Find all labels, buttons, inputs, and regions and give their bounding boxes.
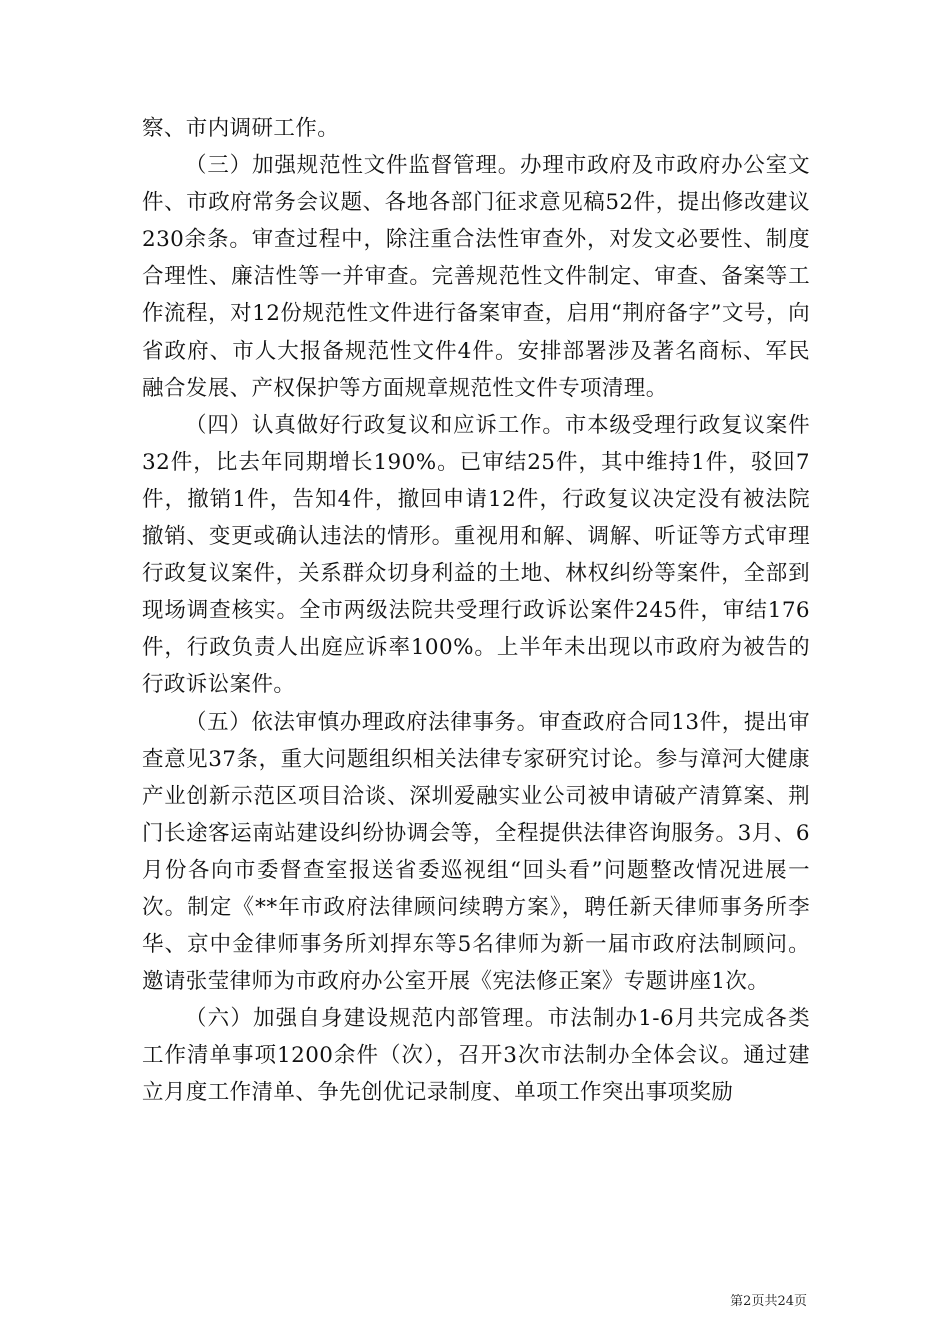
paragraph-section-5: （五）依法审慎办理政府法律事务。审查政府合同13件，提出审查意见37条，重大问题组织相关法律专家研究讨论。参与漳河大健康产业创新示范区项目洽谈、深圳爱融实业公司被申请破产清算案、荆门长途客运南站建设纠纷协调会等，全程提供法律咨询服务。3月、6月份各向市委督查室报送省委巡视组“回头看”问题整改情况进展一次。制定《**年市政府法律顾问续聘方案》，聘任新天律师事务所李华、京中金律师事务所刘捍东等5名律师为新一届市政府法制顾问。邀请张莹律师为市政府办公室开展《宪法修正案》专题讲座1次。 xyxy=(142,709,810,995)
page-number-footer: 第2页共24页 xyxy=(730,1294,807,1309)
document-body xyxy=(142,110,810,1112)
paragraph-section-6: （六）加强自身建设规范内部管理。市法制办1-6月共完成各类工作清单事项1200余件（次），召开3次市法制办全体会议。通过建立月度工作清单、争先创优记录制度、单项工作突出事项奖励 xyxy=(142,1006,810,1106)
paragraph-section-4: （四）认真做好行政复议和应诉工作。市本级受理行政复议案件32件，比去年同期增长190%。已审结25件，其中维持1件，驳回7件，撤销1件，告知4件，撤回申请12件，行政复议决定没有被法院撤销、变更或确认违法的情形。重视用和解、调解、听证等方式审理行政复议案件，关系群众切身利益的土地、林权纠纷等案件，全部到现场调查核实。全市两级法院共受理行政诉讼案件245件，审结176件，行政负责人出庭应诉率100%。上半年未出现以市政府为被告的行政诉讼案件。 xyxy=(142,412,810,698)
paragraph-section-3: （三）加强规范性文件监督管理。办理市政府及市政府办公室文件、市政府常务会议题、各地各部门征求意见稿52件，提出修改建议230余条。审查过程中，除注重合法性审查外，对发文必要性、制度合理性、廉洁性等一并审查。完善规范性文件制定、审查、备案等工作流程，对12份规范性文件进行备案审查，启用“荆府备字”文号，向省政府、市人大报备规范性文件4件。安排部署涉及著名商标、军民融合发展、产权保护等方面规章规范性文件专项清理。 xyxy=(142,153,810,401)
paragraph-continuation: 察、市内调研工作。 xyxy=(142,116,340,141)
